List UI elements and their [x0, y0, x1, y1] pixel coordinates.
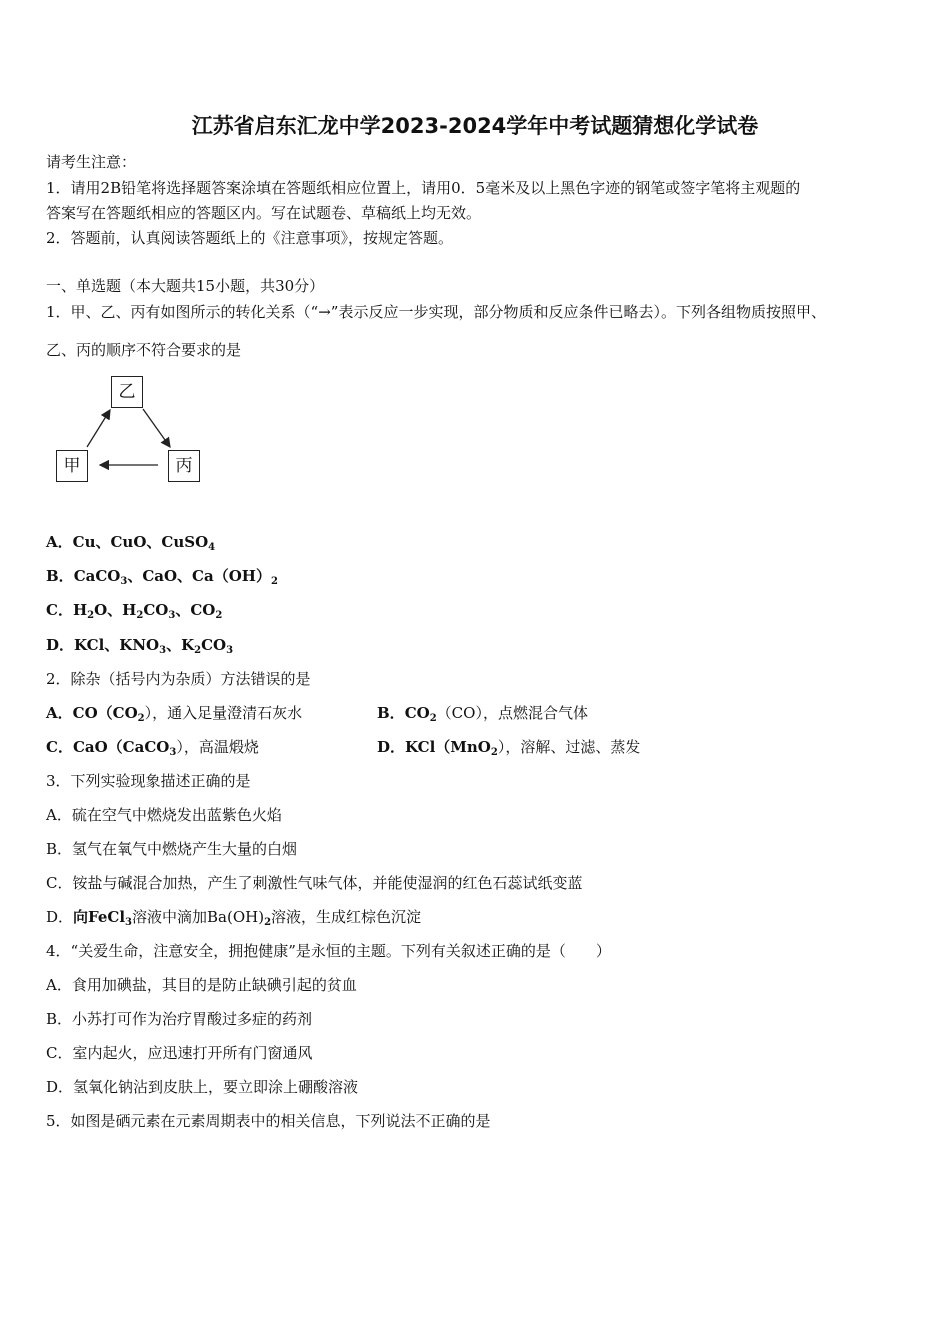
q3-stem: 3．下列实验现象描述正确的是: [46, 772, 251, 790]
box-bing: 丙: [168, 450, 200, 482]
option-key: D．: [46, 636, 75, 654]
option-key: A．: [46, 533, 73, 551]
conversion-diagram: [50, 372, 220, 492]
notice-line-1: 1．请用2B铅笔将选择题答案涂填在答题纸相应位置上，请用0．5毫米及以上黑色字迹的钢笔或签字笔将主观题的: [46, 179, 801, 197]
exam-title: 江苏省启东汇龙中学2023-2024学年中考试题猜想化学试卷: [191, 114, 759, 138]
arrow-jia-to-yi: [87, 410, 110, 447]
q4-stem: 4．“关爱生命，注意安全，拥抱健康”是永恒的主题。下列有关叙述正确的是（ ）: [46, 942, 611, 960]
q5-stem: 5．如图是硒元素在元素周期表中的相关信息，下列说法不正确的是: [46, 1112, 491, 1130]
q4-option-a: A．食用加碘盐，其目的是防止缺碘引起的贫血: [46, 976, 357, 994]
q4-option-d: D．氢氧化钠沾到皮肤上，要立即涂上硼酸溶液: [46, 1078, 359, 1096]
section-heading: 一、单选题（本大题共15小题，共30分）: [46, 277, 325, 295]
q4-option-c: C．室内起火，应迅速打开所有门窗通风: [46, 1044, 313, 1062]
q1-option-c: C．$H_2O$、$H_2CO_3$、$CO_2$: [46, 601, 223, 621]
q1-option-d: D．KCl、$KNO_3$、$K_2CO_3$: [46, 636, 234, 656]
box-jia: 甲: [56, 450, 88, 482]
notice-line-3: 2．答题前，认真阅读答题纸上的《注意事项》，按规定答题。: [46, 229, 454, 247]
q1-stem-line-2: 乙、丙的顺序不符合要求的是: [46, 341, 242, 359]
q3-option-c: C．铵盐与碱混合加热，产生了刺激性气味气体，并能使湿润的红色石蕊试纸变蓝: [46, 874, 583, 892]
option-key: C．: [46, 601, 73, 619]
box-yi: 乙: [111, 376, 143, 408]
q2-option-b: B．$CO_2(CO)$，点燃混合气体: [377, 704, 588, 724]
q2-stem: 2．除杂（括号内为杂质）方法错误的是: [46, 670, 311, 688]
q1-option-a: A．Cu、CuO、CuSO$_4$: [46, 533, 216, 553]
q1-option-b: B．CaCO$_3$、CaO、$Ca(OH)_2$: [46, 567, 278, 587]
notice-heading: 请考生注意：: [46, 153, 137, 171]
q1-stem-line-1: 1．甲、乙、丙有如图所示的转化关系（“→”表示反应一步实现，部分物质和反应条件已略去）。下列各组物质按照甲、: [46, 303, 826, 321]
q2-option-c: C．CaO（CaCO$_3$），高温煅烧: [46, 738, 259, 758]
arrow-yi-to-bing: [143, 409, 170, 447]
q3-option-b: B．氢气在氧气中燃烧产生大量的白烟: [46, 840, 298, 858]
q2-option-a: A．$CO(CO_2)$，通入足量澄清石灰水: [46, 704, 303, 724]
q3-option-a: A．硫在空气中燃烧发出蓝紫色火焰: [46, 806, 282, 824]
q2-option-d: D．KCl（MnO$_2$），溶解、过滤、蒸发: [377, 738, 641, 758]
q3-option-d: D．向FeCl$_3$溶液中滴加$Ba(OH)_2$溶液，生成红棕色沉淀: [46, 908, 422, 928]
notice-line-2: 答案写在答题纸相应的答题区内。写在试题卷、草稿纸上均无效。: [46, 204, 482, 222]
q4-option-b: B．小苏打可作为治疗胃酸过多症的药剂: [46, 1010, 313, 1028]
option-key: B．: [46, 567, 74, 585]
